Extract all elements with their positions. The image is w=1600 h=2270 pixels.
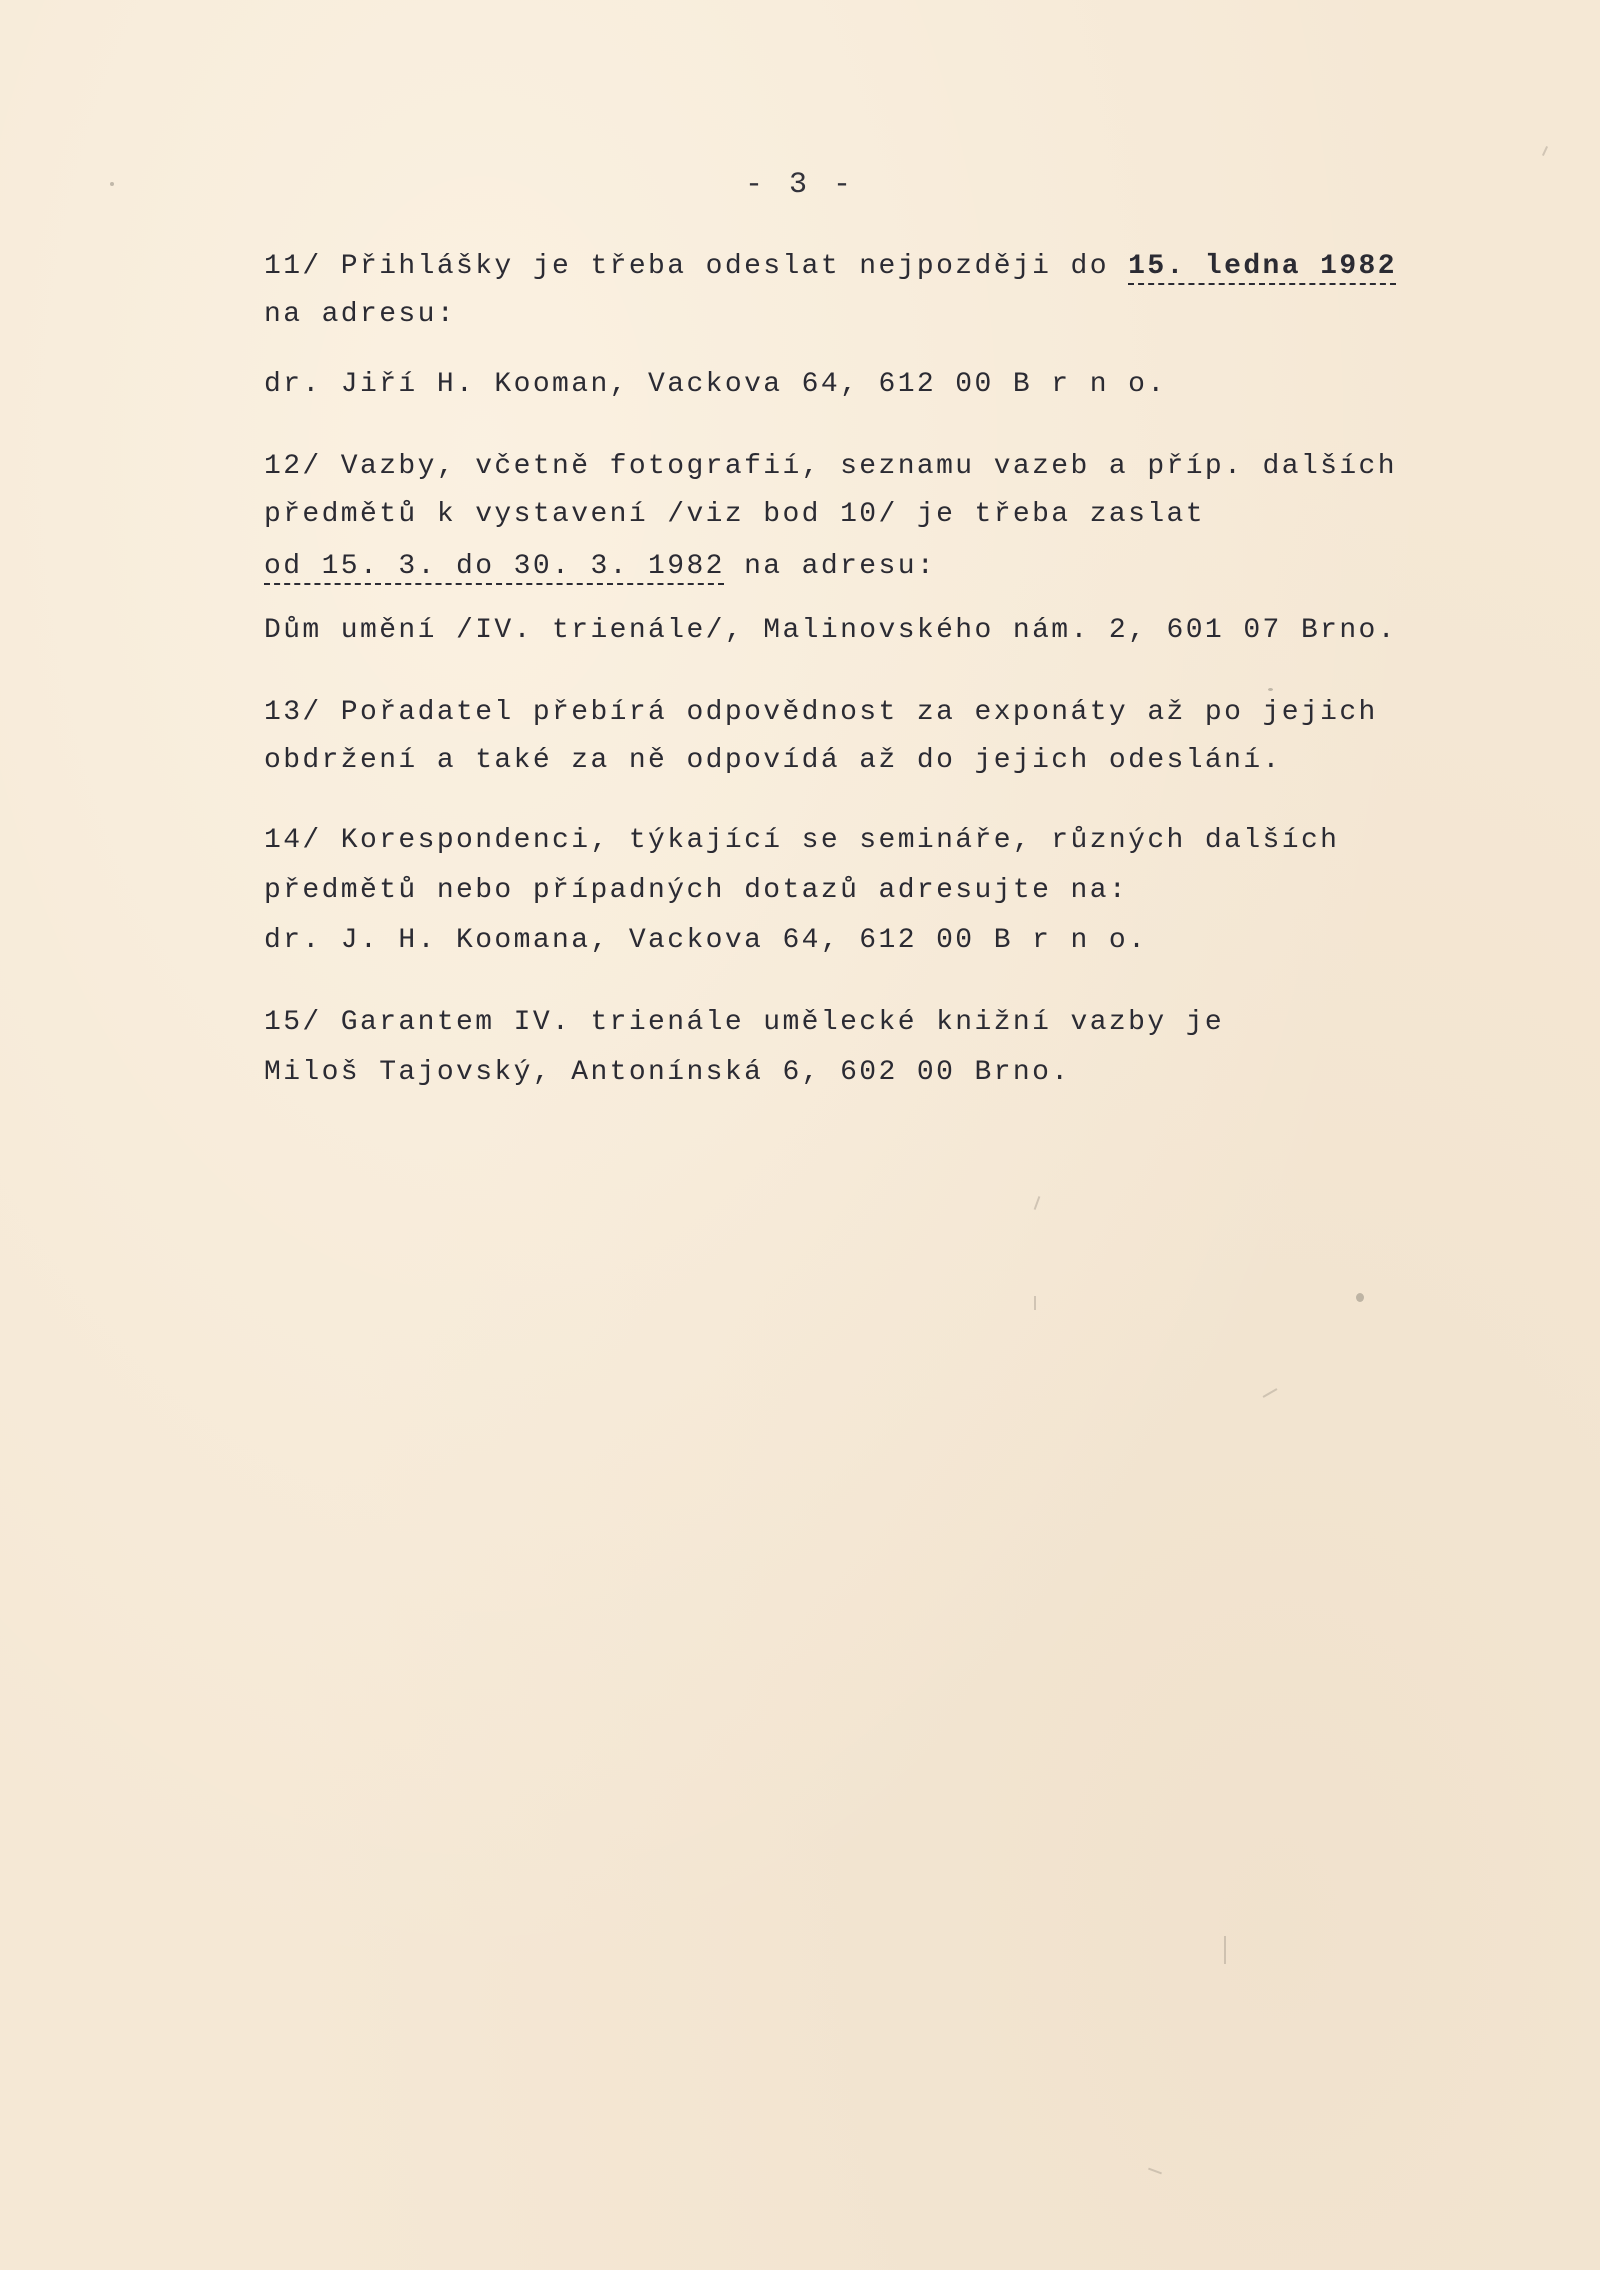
line-text: Dům umění /IV. trienále/, Malinovského nám. 2, 601 07 Brno. [264,615,1397,646]
page-number: - 3 - [744,168,855,202]
item-12-line-4 [264,614,1397,648]
item-14-line-1 [264,824,1339,858]
item-11-line-2 [264,298,456,332]
paper-speck [1356,1293,1364,1302]
underlined-deadline: 15. ledna 1982 [1128,251,1397,282]
line-text: na adresu: [724,551,937,582]
line-text: 12/ Vazby, včetně fotografií, seznamu vazeb a příp. dalších [264,451,1397,482]
paper-scratch [1034,1296,1036,1310]
item-14-line-3 [264,924,1147,958]
line-text: obdržení a také za ně odpovídá až do jejich odeslání. [264,745,1282,776]
line-text: předmětů nebo případných dotazů adresujte na: [264,875,1129,906]
underlined-dates: od 15. 3. do 30. 3. 1982 [264,551,725,582]
item-12-line-2 [264,498,1205,532]
item-12-line-3 [264,550,936,584]
paper-speck [110,182,114,186]
item-13-line-1 [264,696,1378,730]
item-14-line-2 [264,874,1128,908]
line-text: 13/ Pořadatel přebírá odpovědnost za exponáty až po jejich [264,697,1378,728]
line-text: na adresu: [264,299,457,330]
line-text: dr. J. H. Koomana, Vackova 64, 612 00 B r n o. [264,925,1148,956]
line-text: dr. Jiří H. Kooman, Vackova 64, 612 00 B r n o. [264,369,1167,400]
item-15-line-2 [264,1056,1071,1090]
line-text: Miloš Tajovský, Antonínská 6, 602 00 Brno. [264,1057,1071,1088]
line-text: předmětů k vystavení /viz bod 10/ je třeba zaslat [264,499,1205,530]
line-text: 11/ Přihlášky je třeba odeslat nejpozději do [264,251,1129,282]
line-text: 14/ Korespondenci, týkající se semináře, různých dalších [264,825,1340,856]
item-11-line-1 [264,250,1397,284]
line-text: 15/ Garantem IV. trienále umělecké knižní vazby je [264,1007,1225,1038]
paper-scratch [1224,1936,1226,1964]
item-11-line-3 [264,368,1167,402]
paper-speck [1268,688,1273,691]
item-15-line-1 [264,1006,1224,1040]
item-12-line-1 [264,450,1397,484]
item-13-line-2 [264,744,1282,778]
